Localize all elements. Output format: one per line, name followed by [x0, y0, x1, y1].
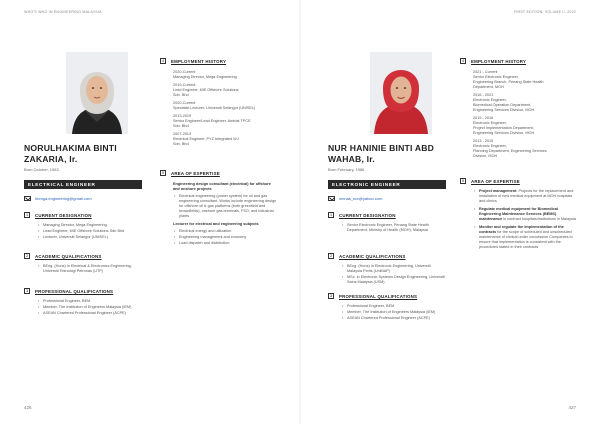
birth-date: Born February, 1986 [328, 167, 365, 172]
list-item: • BEng. (Hons) in Electronic Engineering, Universiti Malaysia Perlis (UniMAP) [343, 264, 446, 274]
section-professional-qualifications [328, 293, 446, 322]
employment-entry: 2013 - 2015 Electronic Engineer, Planning Department, Engineering Services Division, MOH [473, 139, 547, 158]
portrait-illustration [370, 52, 432, 134]
list-item: • Professional Engineer, BEM [39, 299, 142, 304]
section-number: 5 [461, 179, 465, 183]
section-number: 4 [161, 59, 165, 63]
list-item: • Managing Director, Mega Engineering [39, 223, 142, 228]
person-name: NUR HANINIE BINTI ABD WAHAB, Ir. [328, 143, 435, 164]
section-title: AREA OF EXPERTISE [471, 178, 520, 184]
section-employment-history [460, 58, 578, 162]
section-number: 5 [161, 171, 165, 175]
employment-entry: 2013-2019 Senior Engineer/Lead Engineer, Amirlat TPCE Sdn. Bhd [173, 114, 251, 128]
running-head: FIRST EDITION, VOLUME II, 2022 [513, 10, 576, 14]
section-title: AREA OF EXPERTISE [171, 170, 220, 176]
section-title: PROFESSIONAL QUALIFICATIONS [35, 288, 114, 294]
mail-icon [328, 196, 335, 201]
list-item: • Lecturer, Universiti Selangor (UNISEL) [39, 235, 142, 240]
section-professional-qualifications [24, 288, 142, 317]
section-title: EMPLOYMENT HISTORY [471, 58, 527, 64]
running-head: WHO'S WHO IN ENGINEERING MALAYSIA [24, 10, 102, 14]
section-area-of-expertise [460, 178, 578, 251]
list-item: • Engineering management and economy [175, 235, 278, 240]
section-title: CURRENT DESIGNATION [339, 212, 396, 218]
section-number: 3 [25, 289, 29, 293]
profile-photo [370, 52, 432, 134]
discipline-bar: ELECTRONIC ENGINEER [328, 180, 446, 189]
page-number: 426 [24, 405, 32, 410]
section-number: 1 [25, 213, 29, 217]
profile-photo [66, 52, 128, 134]
employment-entry: 2019-Current Lead Engineer, MIE Offshore Solutions Sdn. Bhd [173, 83, 239, 97]
section-number: 1 [329, 213, 333, 217]
email-row [328, 196, 382, 201]
list-item: • Electrical energy and utilization [175, 229, 278, 234]
person-name: NORULHAKIMA BINTI ZAKARIA, Ir. [24, 143, 117, 164]
expertise-heading: Engineering design consultant (electrical) for offshore and onshore projects [173, 182, 271, 191]
section-title: PROFESSIONAL QUALIFICATIONS [339, 293, 418, 299]
list-item: • Monitor and regulate the implementation of the contracts for the scope of scheduled and unscheduled maintenance of clinical under concession Companies to ensure that implementation is consistent with the procedures stated in their contracts [475, 225, 578, 250]
section-title: ACADEMIC QUALIFICATIONS [339, 253, 406, 259]
employment-entry: 2007-2013 Electrical Engineer, PYZ Integrated WJ Sdn. Bhd [173, 132, 239, 146]
employment-entry: 2020-Current Specialist Lecturer, Universiti Selangor (UNISEL) [173, 101, 256, 110]
list-item: • Project management: Projects for the replacement and installation of new medical equipment at MOH hospitals and clinics [475, 189, 578, 204]
section-title: EMPLOYMENT HISTORY [171, 58, 227, 64]
section-academic-qualifications [328, 253, 446, 286]
birth-date: Born October, 1983 [24, 167, 59, 172]
section-title: CURRENT DESIGNATION [35, 212, 92, 218]
section-current-designation [24, 212, 142, 241]
list-item: • MSc. in Electronic Systems Design Engineering, Universiti Sains Malaysia (USM) [343, 275, 446, 285]
list-item: • Member, The Institution of Engineers Malaysia (IEM) [39, 305, 142, 310]
section-number: 3 [329, 294, 333, 298]
right-page [300, 0, 600, 424]
list-item: • ASEAN Chartered Professional Engineer (ACPE) [39, 311, 142, 316]
list-item: • ASEAN Chartered Professional Engineer (ACPE) [343, 316, 446, 321]
employment-entry: 2021 - Current Senior Electronic Engineer, Engineering Branch, Penang State Health Department, MOH [473, 70, 544, 89]
list-item: • Member, The Institution of Engineers Malaysia (IEM) [343, 310, 446, 315]
list-item: • Professional Engineer, BEM [343, 304, 446, 309]
email-row [24, 196, 92, 201]
section-number: 2 [25, 254, 29, 258]
list-item: • Senior Electronic Engineer, Penang State Health Department, Ministry of Health (MOH), Malaysia [343, 223, 446, 233]
section-employment-history [160, 58, 278, 150]
email-link[interactable]: ninnas_nur@yahoo.com [339, 196, 383, 201]
section-number: 2 [329, 254, 333, 258]
list-item: • Electrical engineering (power system) for oil and gas engineering consultant. Works include engineering design for offshore oil & gas platforms (both greenfield and brownfields), onshore gas terminals, FSO, and industrial plants [175, 194, 278, 219]
section-current-designation [328, 212, 446, 234]
email-link[interactable]: hbmga.engineering@gmail.com [35, 196, 92, 201]
section-area-of-expertise [160, 170, 278, 247]
list-item: • Lead Engineer, MIE Offshore Solutions Sdn Bhd [39, 229, 142, 234]
list-item: • Load dispatch and distribution [175, 241, 278, 246]
employment-entry: 2016 - 2021 Electronic Engineer, Biomedical Operation Department, Engineering Services Division, MOH [473, 93, 535, 112]
expertise-heading: Lecturer for electrical and engineering subjects [173, 222, 259, 226]
section-number: 4 [461, 59, 465, 63]
mail-icon [24, 196, 31, 201]
page-number: 427 [568, 405, 576, 410]
employment-entry: 2020-Current Managing Director, Mega Engineering [173, 70, 237, 79]
employment-entry: 2015 - 2016 Electronic Engineer, Project Implementation Department, Engineering Services Division, MOH [473, 116, 535, 135]
section-academic-qualifications [24, 253, 142, 275]
discipline-bar: ELECTRICAL ENGINEER [24, 180, 142, 189]
list-item: • Regulate medical equipment for Biomedical Engineering Maintenance Services (BEMS) maintenance in contract hospitals/institutions in Malaysia [475, 207, 578, 222]
list-item: • BEng. (Hons) in Electrical & Electronics Engineering, Universiti Teknologi Petronas (UTP) [39, 264, 142, 274]
portrait-illustration [66, 52, 128, 134]
section-title: ACADEMIC QUALIFICATIONS [35, 253, 102, 259]
